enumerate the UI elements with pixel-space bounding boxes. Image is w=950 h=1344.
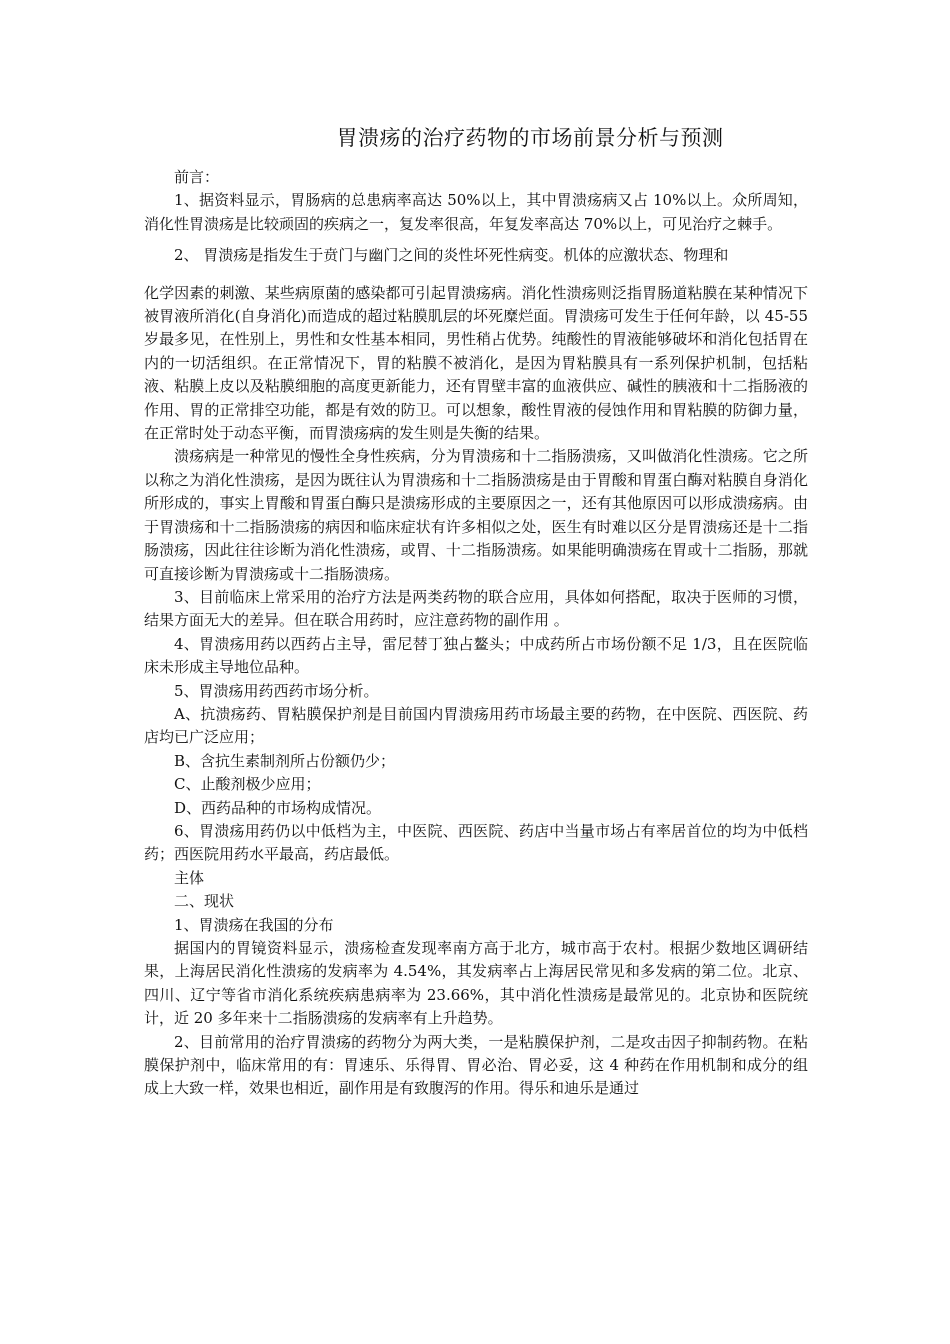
paragraph: 溃疡病是一种常见的慢性全身性疾病，分为胃溃疡和十二指肠溃疡，又叫做消化性溃疡。它之所以称之为消化性溃疡，是因为既往认为胃溃疡和十二指肠溃疡是由于胃酸和胃蛋白酶对粘膜自身消化所形成的，事实上胃酸和胃蛋白酶只是溃疡形成的主要原因之一，还有其他原因可以形成溃疡病。由于胃溃疡和十二指肠溃疡的病因和临床症状有许多相似之处，医生有时难以区分是胃溃疡还是十二指肠溃疡，因此往往诊断为消化性溃疡，或胃、十二指肠溃疡。如果能明确溃疡在胃或十二指肠，那就可直接诊断为胃溃疡或十二指肠溃疡。 [144, 447, 808, 583]
document-title: 胃溃疡的治疗药物的市场前景分析与预测 [336, 126, 724, 150]
subsection-heading: 1、胃溃疡在我国的分布 [174, 915, 334, 934]
document-body [144, 166, 808, 1101]
paragraph: 2、目前常用的治疗胃溃疡的药物分为两大类，一是粘膜保护剂，二是攻击因子抑制药物。在粘膜保护剂中，临床常用的有：胃速乐、乐得胃、胃必治、胃必妥，这 4 种药在作用机制和成分的组成上大致一样，效果也相近，副作用是有致腹泻的作用。得乐和迪乐是通过 [144, 1032, 808, 1098]
paragraph: 4、胃溃疡用药以西药占主导，雷尼替丁独占鳌头；中成药所占市场份额不足 1/3，且在医院临床未形成主导地位品种。 [144, 634, 808, 677]
section-heading: 主体 [174, 868, 205, 887]
paragraph: 6、胃溃疡用药仍以中低档为主，中医院、西医院、药店中当量市场占有率居首位的均为中低档药；西医院用药水平最高，药店最低。 [144, 821, 808, 864]
paragraph: 2、 胃溃疡是指发生于贲门与幽门之间的炎性坏死性病变。机体的应激状态、物理和 [174, 246, 729, 265]
list-item: D、西药品种的市场构成情况。 [174, 798, 382, 817]
list-item: A、抗溃疡药、胃粘膜保护剂是目前国内胃溃疡用药市场最主要的药物，在中医院、西医院、药店均已广泛应用； [144, 704, 808, 747]
list-item: C、止酸剂极少应用； [174, 775, 321, 794]
paragraph: 据国内的胃镜资料显示，溃疡检查发现率南方高于北方，城市高于农村。根据少数地区调研结果，上海居民消化性溃疡的发病率为 4.54%，其发病率占上海居民常见和多发病的第二位。北京、四川、辽宁等省市消化系统疾病患病率为 23.66%，其中消化性溃疡是最常见的。北京协和医院统计，近 20 多年来十二指肠溃疡的发病率有上升趋势。 [144, 939, 808, 1028]
preface-heading: 前言： [174, 168, 220, 186]
paragraph: 3、目前临床上常采用的治疗方法是两类药物的联合应用，具体如何搭配，取决于医师的习惯，结果方面无大的差异。但在联合用药时，应注意药物的副作用 。 [144, 587, 808, 630]
section-heading: 二、现状 [174, 892, 235, 911]
list-item: B、含抗生素制剂所占份额仍少； [174, 751, 396, 770]
paragraph: 1、据资料显示，胃肠病的总患病率高达 50%以上，其中胃溃疡病又占 10%以上。众所周知，消化性胃溃疡是比较顽固的疾病之一，复发率很高，年复发率高达 70%以上，可见治疗之棘手。 [144, 191, 808, 233]
paragraph: 5、胃溃疡用药西药市场分析。 [174, 681, 379, 700]
paragraph: 化学因素的刺激、某些病原菌的感染都可引起胃溃疡病。消化性溃疡则泛指胃肠道粘膜在某种情况下被胃液所消化(自身消化)而造成的超过粘膜肌层的坏死糜烂面。胃溃疡可发生于任何年龄，以 45-55 岁最多见，在性别上，男性和女性基本相同，男性稍占优势。纯酸性的胃液能够破坏和消化包括胃在内的一切活组织。在正常情况下，胃的粘膜不被消化，是因为胃粘膜具有一系列保护机制，包括粘液、粘膜上皮以及粘膜细胞的高度更新能力，还有胃壁丰富的血液供应、碱性的胰液和十二指肠液的作用、胃的正常排空功能，都是有效的防卫。可以想象，酸性胃液的侵蚀作用和胃粘膜的防御力量，在正常时处于动态平衡，而胃溃疡病的发生则是失衡的结果。 [144, 283, 808, 443]
